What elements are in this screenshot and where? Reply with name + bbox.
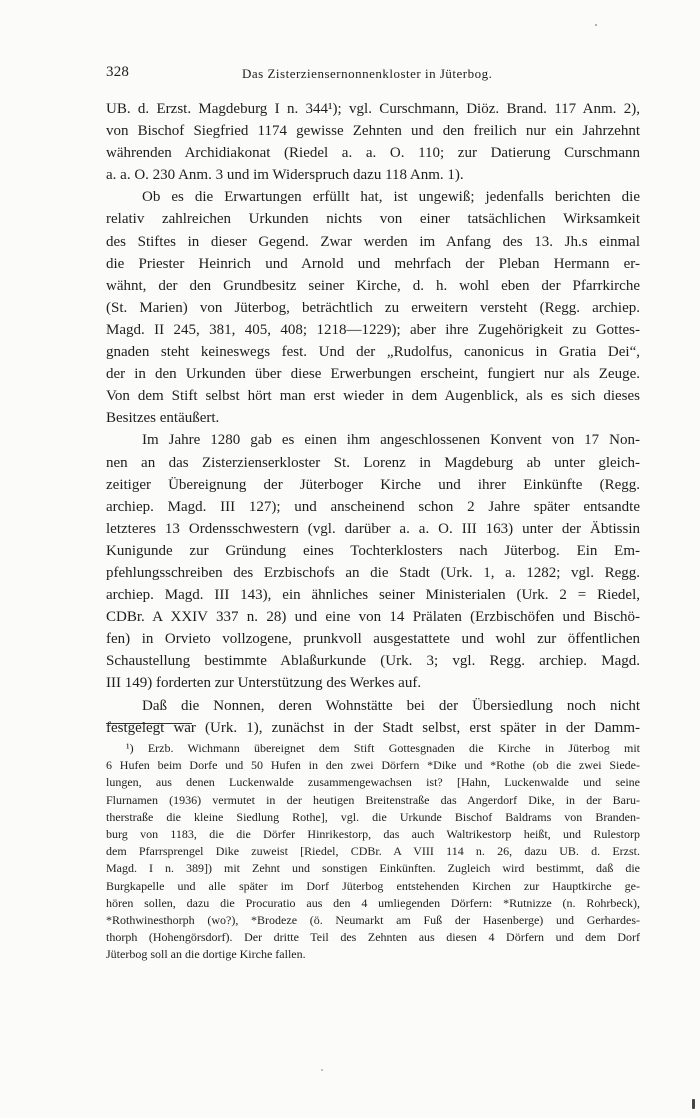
text-line: a. a. O. 230 Anm. 3 und im Widerspruch dazu 118 Anm. 1).: [106, 167, 464, 184]
text-line: der in den Urkunden über diese Erwerbungen erscheint, fungiert nur als Zeuge.: [106, 366, 640, 383]
footnote-line: lungen, aus denen Luckenwalde zusammengewachsen ist? [Hahn, Luckenwalde und seine: [106, 775, 640, 790]
text-line: von Bischof Siegfried 1174 gewisse Zehnten und den freilich nur ein Jahrzehnt: [106, 123, 640, 140]
text-line: letzteres 13 Ordensschwestern (vgl. darüber a. a. O. III 163) unter der Äbtissin: [106, 520, 640, 537]
footnote-line: Burgkapelle und alle später im Dorf Jüterbog entstehenden Kirchen zur Hauptkirche ge-: [106, 878, 640, 893]
text-line: UB. d. Erzst. Magdeburg I n. 344¹); vgl. Curschmann, Diöz. Brand. 117 Anm. 2),: [106, 101, 640, 117]
text-line: Ob es die Erwartungen erfüllt hat, ist ungewiß; jedenfalls berichten die: [142, 189, 640, 206]
text-line: archiep. Magd. III 143), ein ähnliches seiner Ministerialen (Urk. 2 = Riedel,: [106, 587, 640, 604]
text-line: pfehlungsschreiben des Erzbischofs an die Stadt (Urk. 1, a. 1282; vgl. Regg.: [106, 564, 640, 581]
footnote-line: ¹) Erzb. Wichmann übereignet dem Stift Gottesgnaden die Kirche in Jüterbog mit: [126, 741, 640, 755]
text-line: die Priester Heinrich und Arnold und mehrfach der Pleban Hermann er-: [106, 255, 640, 272]
text-line: relativ zahlreichen Urkunden nichts von einer tatsächlichen Wirksamkeit: [106, 211, 640, 228]
page-header: [106, 64, 640, 86]
page-number: 328: [106, 64, 130, 80]
text-line: währenden Archidiakonat (Riedel a. a. O. 110; zur Datierung Curschmann: [106, 145, 640, 162]
main-text: [106, 98, 640, 739]
text-line: gnaden steht keineswegs fest. Und der „Rudolfus, canonicus in Gratia Dei“,: [106, 344, 640, 361]
text-line: Schaustellung bestimmte Ablaßurkunde (Urk. 3; vgl. Regg. archiep. Magd.: [106, 653, 640, 670]
text-line: zeitiger Übereignung der Jüterboger Kirche und ihrer Einkünfte (Regg.: [106, 476, 640, 493]
text-line: CDBr. A XXIV 337 n. 28) und eine von 14 Prälaten (Erzbischöfen und Bischö-: [106, 609, 640, 626]
footnote-line: therstraße die kleine Siedlung Rothe], vgl. die Urkunde Bischof Baldrams von Branden-: [106, 809, 640, 824]
footnote-line: hören sollen, dazu die Procuratio aus den 4 umliegenden Dörfern: *Rutnizze (n. Rohrbeck),: [106, 895, 640, 910]
text-line: Kunigunde zur Gründung eines Tochterklosters nach Jüterbog. Ein Em-: [106, 542, 640, 559]
footnote-line: burg von 1183, die die Dörfer Hinrikestorp, das auch Waltrikestorp heißt, und Rulestorp: [106, 826, 640, 841]
footnote-line: Flurnamen (1936) vermutet in der heutigen Breitenstraße das Angerdorf Dike, in der Baru-: [106, 792, 640, 807]
text-line: nen an das Zisterzienserkloster St. Lorenz in Magdeburg ab unter gleich-: [106, 454, 640, 471]
text-line: fen) in Orvieto vollzogene, prunkvoll ausgestattete und wohl zur öffentlichen: [106, 631, 640, 648]
text-line: Von dem Stift selbst hört man erst wieder in dem Augenblick, als es sich dieses: [106, 388, 640, 405]
text-line: Daß die Nonnen, deren Wohnstätte bei der Übersiedlung noch nicht: [142, 697, 640, 714]
footnote-line: Magd. I n. 389]) mit Zehnt und sonstigen Einkünften. Zugleich wird bestimmt, daß die: [106, 861, 640, 876]
text-line: des Stiftes in dieser Gegend. Zwar werden im Anfang des 13. Jh.s einmal: [106, 233, 640, 250]
scan-speck: [595, 24, 597, 26]
text-line: Magd. II 245, 381, 405, 408; 1218—1229); aber ihre Zugehörigkeit zu Gottes-: [106, 321, 640, 338]
scan-edge-mark: [692, 1099, 695, 1109]
running-title: Das Zisterziensernonnenkloster in Jüterbog.: [242, 66, 493, 81]
footnotes: [106, 740, 640, 963]
text-line: festgelegt war (Urk. 1), zunächst in der Stadt selbst, erst später in der Damm-: [106, 719, 640, 736]
footnote-separator: [106, 723, 192, 724]
text-line: (St. Marien) von Jüterbog, beträchtlich zu erweitern versteht (Regg. archiep.: [106, 299, 640, 316]
footnote-line: *Rothwinesthorph (wo?), *Brodeze (ö. Neumarkt am Fuß der Hasenberge) und Gerhardes-: [106, 912, 640, 927]
footnote-line: Jüterbog soll an die dortige Kirche fallen.: [106, 947, 306, 962]
scan-speck: [321, 1069, 323, 1071]
text-line: archiep. Magd. III 127); und anscheinend schon 2 Jahre später entsandte: [106, 498, 640, 515]
footnote-line: thorph (Hohengörsdorf). Der dritte Teil des Zehnten aus diesen 4 Dörfern und dem Dorf: [106, 930, 640, 945]
text-line: wähnt, der den Grundbesitz seiner Kirche, d. h. wohl eben der Pfarrkirche: [106, 277, 640, 294]
text-line: Besitzes entäußert.: [106, 410, 220, 427]
footnote-line: dem Pfarrsprengel Dike zuweist [Riedel, CDBr. A VIII 114 n. 26, dazu UB. d. Erzst.: [106, 844, 640, 859]
footnote-line: 6 Hufen beim Dorfe und 50 Hufen in den zwei Dörfern *Dike und *Rothe (ob die zwei Siede-: [106, 758, 640, 773]
text-line: III 149) forderten zur Unterstützung des Werkes auf.: [106, 675, 422, 692]
text-line: Im Jahre 1280 gab es einen ihm angeschlossenen Konvent von 17 Non-: [142, 432, 640, 449]
